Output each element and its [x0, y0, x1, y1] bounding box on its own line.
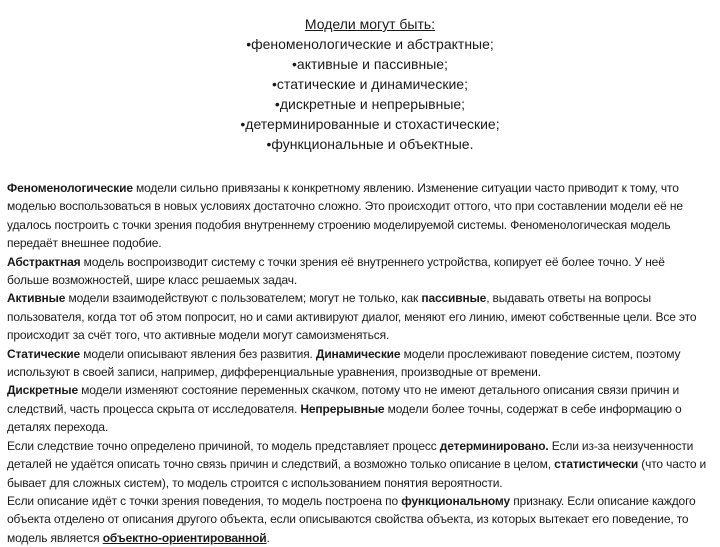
text-run: Если следствие точно определено причиной, то модель представляет процесс [7, 438, 440, 453]
paragraph-abstract [7, 253, 709, 290]
paragraph-phenomenological [7, 179, 709, 253]
term-active: Активные [7, 291, 66, 306]
list-item: •детерминированные и стохастические; [240, 116, 500, 132]
description-text [7, 179, 709, 547]
text-run: модели более точны, содержат в себе информацию о деталях перехода. [7, 401, 682, 435]
text-run: Если описание идёт с точки зрения поведения, то модель построена по [7, 493, 402, 508]
paragraph-deterministic-stochastic [7, 437, 709, 492]
term-phenomenological: Феноменологические [7, 181, 133, 195]
text-run: модели сильно привязаны к конкретному явлению. Изменение ситуации часто приводит к тому, что моделью воспользоваться в новых условиях достаточно сложно. Это происходит оттого, что при составлении модели её не удалось построить с точки зрения подобия внутреннему строению моделируемой системы. Феноменологическая модель передаёт внешнее подобие. [7, 181, 683, 251]
list-item: •феноменологические и абстрактные; [246, 36, 494, 52]
text-run: Если из-за неизученности деталей не удаётся описать точно связь причин и следствий, а возможно только описание в целом, [7, 438, 694, 472]
term-functional: функциональному [401, 493, 511, 508]
list-item: •статические и динамические; [272, 76, 468, 92]
term-deterministic: детерминировано. [439, 438, 549, 453]
paragraph-active-passive [7, 289, 709, 344]
text-run: модель воспроизводит систему с точки зрения её внутреннего устройства, копирует её более точно. У неё больше возможностей, шире класс решаемых задач. [7, 254, 665, 288]
text-run: модели прослеживают поведение систем, поэтому используют в своей записи, например, дифференциальные уравнения, производные от времени. [7, 346, 681, 380]
term-passive: пассивные [421, 291, 487, 306]
text-run: . [266, 530, 270, 545]
list-item: •активные и пассивные; [292, 56, 448, 72]
term-discrete: Дискретные [7, 383, 78, 398]
term-statistical: статистически [554, 457, 639, 472]
models-list-header [150, 14, 590, 154]
paragraph-static-dynamic [7, 345, 709, 382]
text-run: (что часто и бывает для сложных систем), то модель строится с использованием понятия вероятности. [7, 457, 707, 490]
text-run: , выдавать ответы на вопросы пользователя, когда тот об этом попросит, но и сами активируют диалог, меняют его линию, имеют собственные цели. Все это происходит за счёт того, что активные модели могут самоизменяться. [7, 291, 697, 343]
paragraph-functional-object [7, 492, 709, 547]
list-item: •дискретные и непрерывные; [274, 96, 466, 112]
text-run: модели изменяют состояние переменных скачком, потому что не имеют детального описания связи причин и следствий, часть процесса скрыта от исследователя. [7, 383, 680, 416]
text-run: признаку. Если описание каждого объекта отделено от описания другого объекта, если описываются свойства объекта, из которых вытекает его поведение, то модель является [7, 493, 696, 545]
text-run: модели взаимодействуют с пользователем; могут не только, как [65, 291, 422, 306]
term-dynamic: Динамические [315, 346, 401, 361]
term-static: Статические [7, 346, 81, 361]
text-run: модели описывают явления без развития. [80, 346, 316, 361]
term-continuous: Непрерывные [300, 401, 385, 416]
term-object-oriented: объектно-ориентированной [102, 530, 267, 545]
paragraph-discrete-continuous [7, 381, 709, 436]
list-title: Модели могут быть: [304, 16, 436, 32]
term-abstract: Абстрактная [7, 254, 81, 269]
list-item: •функциональные и объектные. [266, 136, 474, 152]
